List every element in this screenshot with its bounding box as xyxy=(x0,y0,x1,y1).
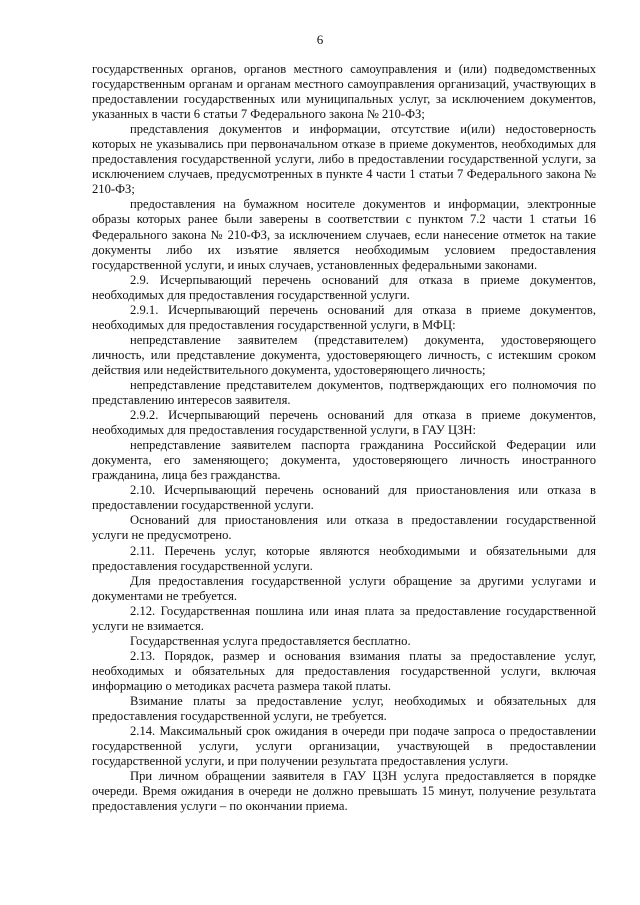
paragraph: 2.11. Перечень услуг, которые являются необходимыми и обязательными для предоставления государственной услуги. xyxy=(92,543,596,573)
paragraph: При личном обращении заявителя в ГАУ ЦЗН услуга предоставляется в порядке очереди. Время ожидания в очереди не должно превышать 15 минут, получение результата предоставления услуги – по окончании приема. xyxy=(92,769,596,814)
paragraph: Для предоставления государственной услуги обращение за другими услугами и документами не требуется. xyxy=(92,573,596,603)
paragraph: непредставление заявителем паспорта гражданина Российской Федерации или документа, его заменяющего; документа, удостоверяющего личность иностранного гражданина, лица без гражданства. xyxy=(92,438,596,483)
paragraph: 2.9. Исчерпывающий перечень оснований для отказа в приеме документов, необходимых для предоставления государственной услуги. xyxy=(92,272,596,302)
paragraph: предоставления на бумажном носителе документов и информации, электронные образы которых ранее были заверены в соответствии с пунктом 7.2 части 1 статьи 16 Федерального закона № 210-ФЗ, за исключением случаев, если нанесение отметок на такие документы либо их изъятие является необходимым условием предоставления государственной услуги, и иных случаев, установленных федеральными законами. xyxy=(92,197,596,272)
paragraph: Оснований для приостановления или отказа в предоставлении государственной услуги не предусмотрено. xyxy=(92,513,596,543)
paragraph: 2.14. Максимальный срок ожидания в очереди при подаче запроса о предоставлении государственной услуги, услуги организации, участвующей в предоставлении государственной услуги, и при получении результата предоставления услуги. xyxy=(92,724,596,769)
paragraph: государственных органов, органов местного самоуправления и (или) подведомственных государственным органам и органам местного самоуправления организаций, участвующих в предоставлении государственных или муниципальных услуг, за исключением документов, указанных в части 6 статьи 7 Федерального закона № 210-ФЗ; xyxy=(92,62,596,122)
paragraph: Государственная услуга предоставляется бесплатно. xyxy=(130,633,411,648)
paragraph: представления документов и информации, отсутствие и(или) недостоверность которых не указывались при первоначальном отказе в приеме документов, необходимых для предоставления государственной услуги, либо в предоставлении государственной услуги, за исключением случаев, предусмотренных в пункте 4 части 1 статьи 7 Федерального закона № 210-ФЗ; xyxy=(92,122,596,197)
paragraph: непредставление заявителем (представителем) документа, удостоверяющего личность, или представление документа, удостоверяющего личность, с истекшим сроком действия или недействительного документа, удостоверяющего личность; xyxy=(92,332,596,377)
document-body xyxy=(92,62,596,814)
paragraph: 2.9.2. Исчерпывающий перечень оснований для отказа в приеме документов, необходимых для предоставления государственной услуги, в ГАУ ЦЗН: xyxy=(92,408,596,438)
paragraph: непредставление представителем документов, подтверждающих его полномочия по представлению интересов заявителя. xyxy=(92,377,596,408)
page-number: 6 xyxy=(316,32,324,47)
paragraph: 2.10. Исчерпывающий перечень оснований для приостановления или отказа в предоставлении государственной услуги. xyxy=(92,483,596,513)
paragraph: 2.12. Государственная пошлина или иная плата за предоставление государственной услуги не взимается. xyxy=(92,603,596,633)
paragraph: Взимание платы за предоставление услуг, необходимых и обязательных для предоставления государственной услуги, не требуется. xyxy=(92,693,596,724)
paragraph: 2.9.1. Исчерпывающий перечень оснований для отказа в приеме документов, необходимых для предоставления государственной услуги, в МФЦ: xyxy=(92,302,596,332)
paragraph: 2.13. Порядок, размер и основания взимания платы за предоставление услуг, необходимых и обязательных для предоставления государственной услуги, включая информацию о методиках расчета размера такой платы. xyxy=(92,648,596,693)
